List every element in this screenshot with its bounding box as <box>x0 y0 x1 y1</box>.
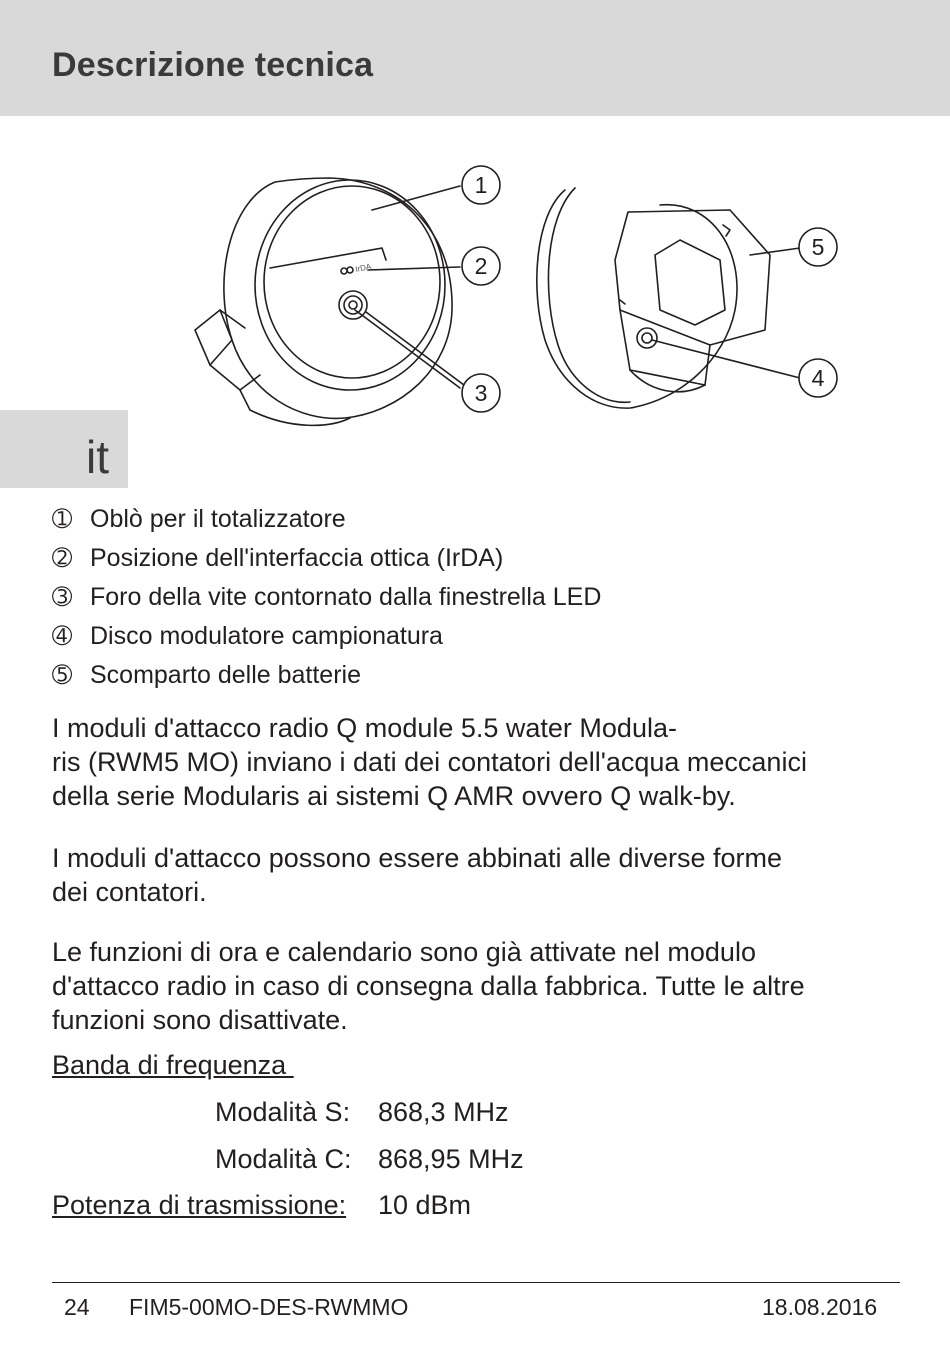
legend-number: ➂ <box>52 584 73 611</box>
legend-text: Disco modulatore campionatura <box>90 622 443 650</box>
frequency-band-label: Banda di frequenza <box>52 1050 294 1080</box>
legend-item <box>52 656 912 695</box>
irda-label: IrDA <box>354 261 373 274</box>
device-illustration <box>150 160 870 440</box>
legend-item <box>52 578 912 617</box>
legend-number: ➁ <box>52 545 73 572</box>
compatibility-paragraph <box>52 841 912 909</box>
mode-c-value: 868,95 MHz <box>378 1144 524 1174</box>
page-title: Descrizione tecnica <box>52 46 374 84</box>
figure-legend <box>52 500 912 695</box>
legend-text: Posizione dell'interfaccia ottica (IrDA) <box>90 544 504 572</box>
back-view-device <box>537 188 800 408</box>
paragraph-line: I moduli d'attacco radio Q module 5.5 water Modula- <box>52 713 677 743</box>
document-date: 18.08.2016 <box>762 1294 878 1320</box>
legend-number: ➀ <box>52 506 73 533</box>
footer-divider <box>52 1282 900 1283</box>
callout-3 <box>462 374 500 412</box>
mode-s-value: 868,3 MHz <box>378 1097 509 1127</box>
front-view-device <box>195 178 468 425</box>
callout-2 <box>462 247 500 285</box>
legend-number: ➄ <box>52 662 73 689</box>
language-label: it <box>86 431 109 483</box>
legend-item <box>52 500 912 539</box>
svg-text:4: 4 <box>811 365 825 391</box>
transmit-power-value: 10 dBm <box>378 1190 472 1220</box>
legend-text: Scomparto delle batterie <box>90 661 361 689</box>
functions-paragraph <box>52 935 912 1037</box>
page-header <box>0 0 950 116</box>
language-tab <box>0 410 128 488</box>
svg-text:2: 2 <box>474 253 488 279</box>
svg-text:3: 3 <box>474 380 488 406</box>
legend-number: ➃ <box>52 623 73 650</box>
document-code: FIM5-00MO-DES-RWMMO <box>129 1294 409 1320</box>
callout-1 <box>462 166 500 204</box>
callout-4 <box>799 359 837 397</box>
svg-text:5: 5 <box>811 234 825 260</box>
svg-text:1: 1 <box>474 172 488 198</box>
page-number: 24 <box>64 1294 90 1320</box>
paragraph-line: d'attacco radio in caso di consegna dalla fabbrica. Tutte le altre <box>52 971 805 1001</box>
paragraph-line: funzioni sono disattivate. <box>52 1005 348 1035</box>
mode-c-label: Modalità C: <box>215 1144 352 1174</box>
legend-item <box>52 617 912 656</box>
paragraph-line: ris (RWM5 MO) inviano i dati dei contatori dell'acqua meccanici <box>52 747 807 777</box>
legend-text: Foro della vite contornato dalla finestrella LED <box>90 583 602 611</box>
paragraph-line: dei contatori. <box>52 877 207 907</box>
legend-text: Oblò per il totalizzatore <box>90 505 346 533</box>
paragraph-line: I moduli d'attacco possono essere abbinati alle diverse forme <box>52 843 783 873</box>
intro-paragraph <box>52 711 912 813</box>
transmit-power-label: Potenza di trasmissione: <box>52 1190 347 1220</box>
paragraph-line: Le funzioni di ora e calendario sono già attivate nel modulo <box>52 937 756 967</box>
mode-s-label: Modalità S: <box>215 1097 351 1127</box>
legend-item <box>52 539 912 578</box>
callout-5 <box>799 228 837 266</box>
paragraph-line: della serie Modularis ai sistemi Q AMR ovvero Q walk-by. <box>52 781 736 811</box>
